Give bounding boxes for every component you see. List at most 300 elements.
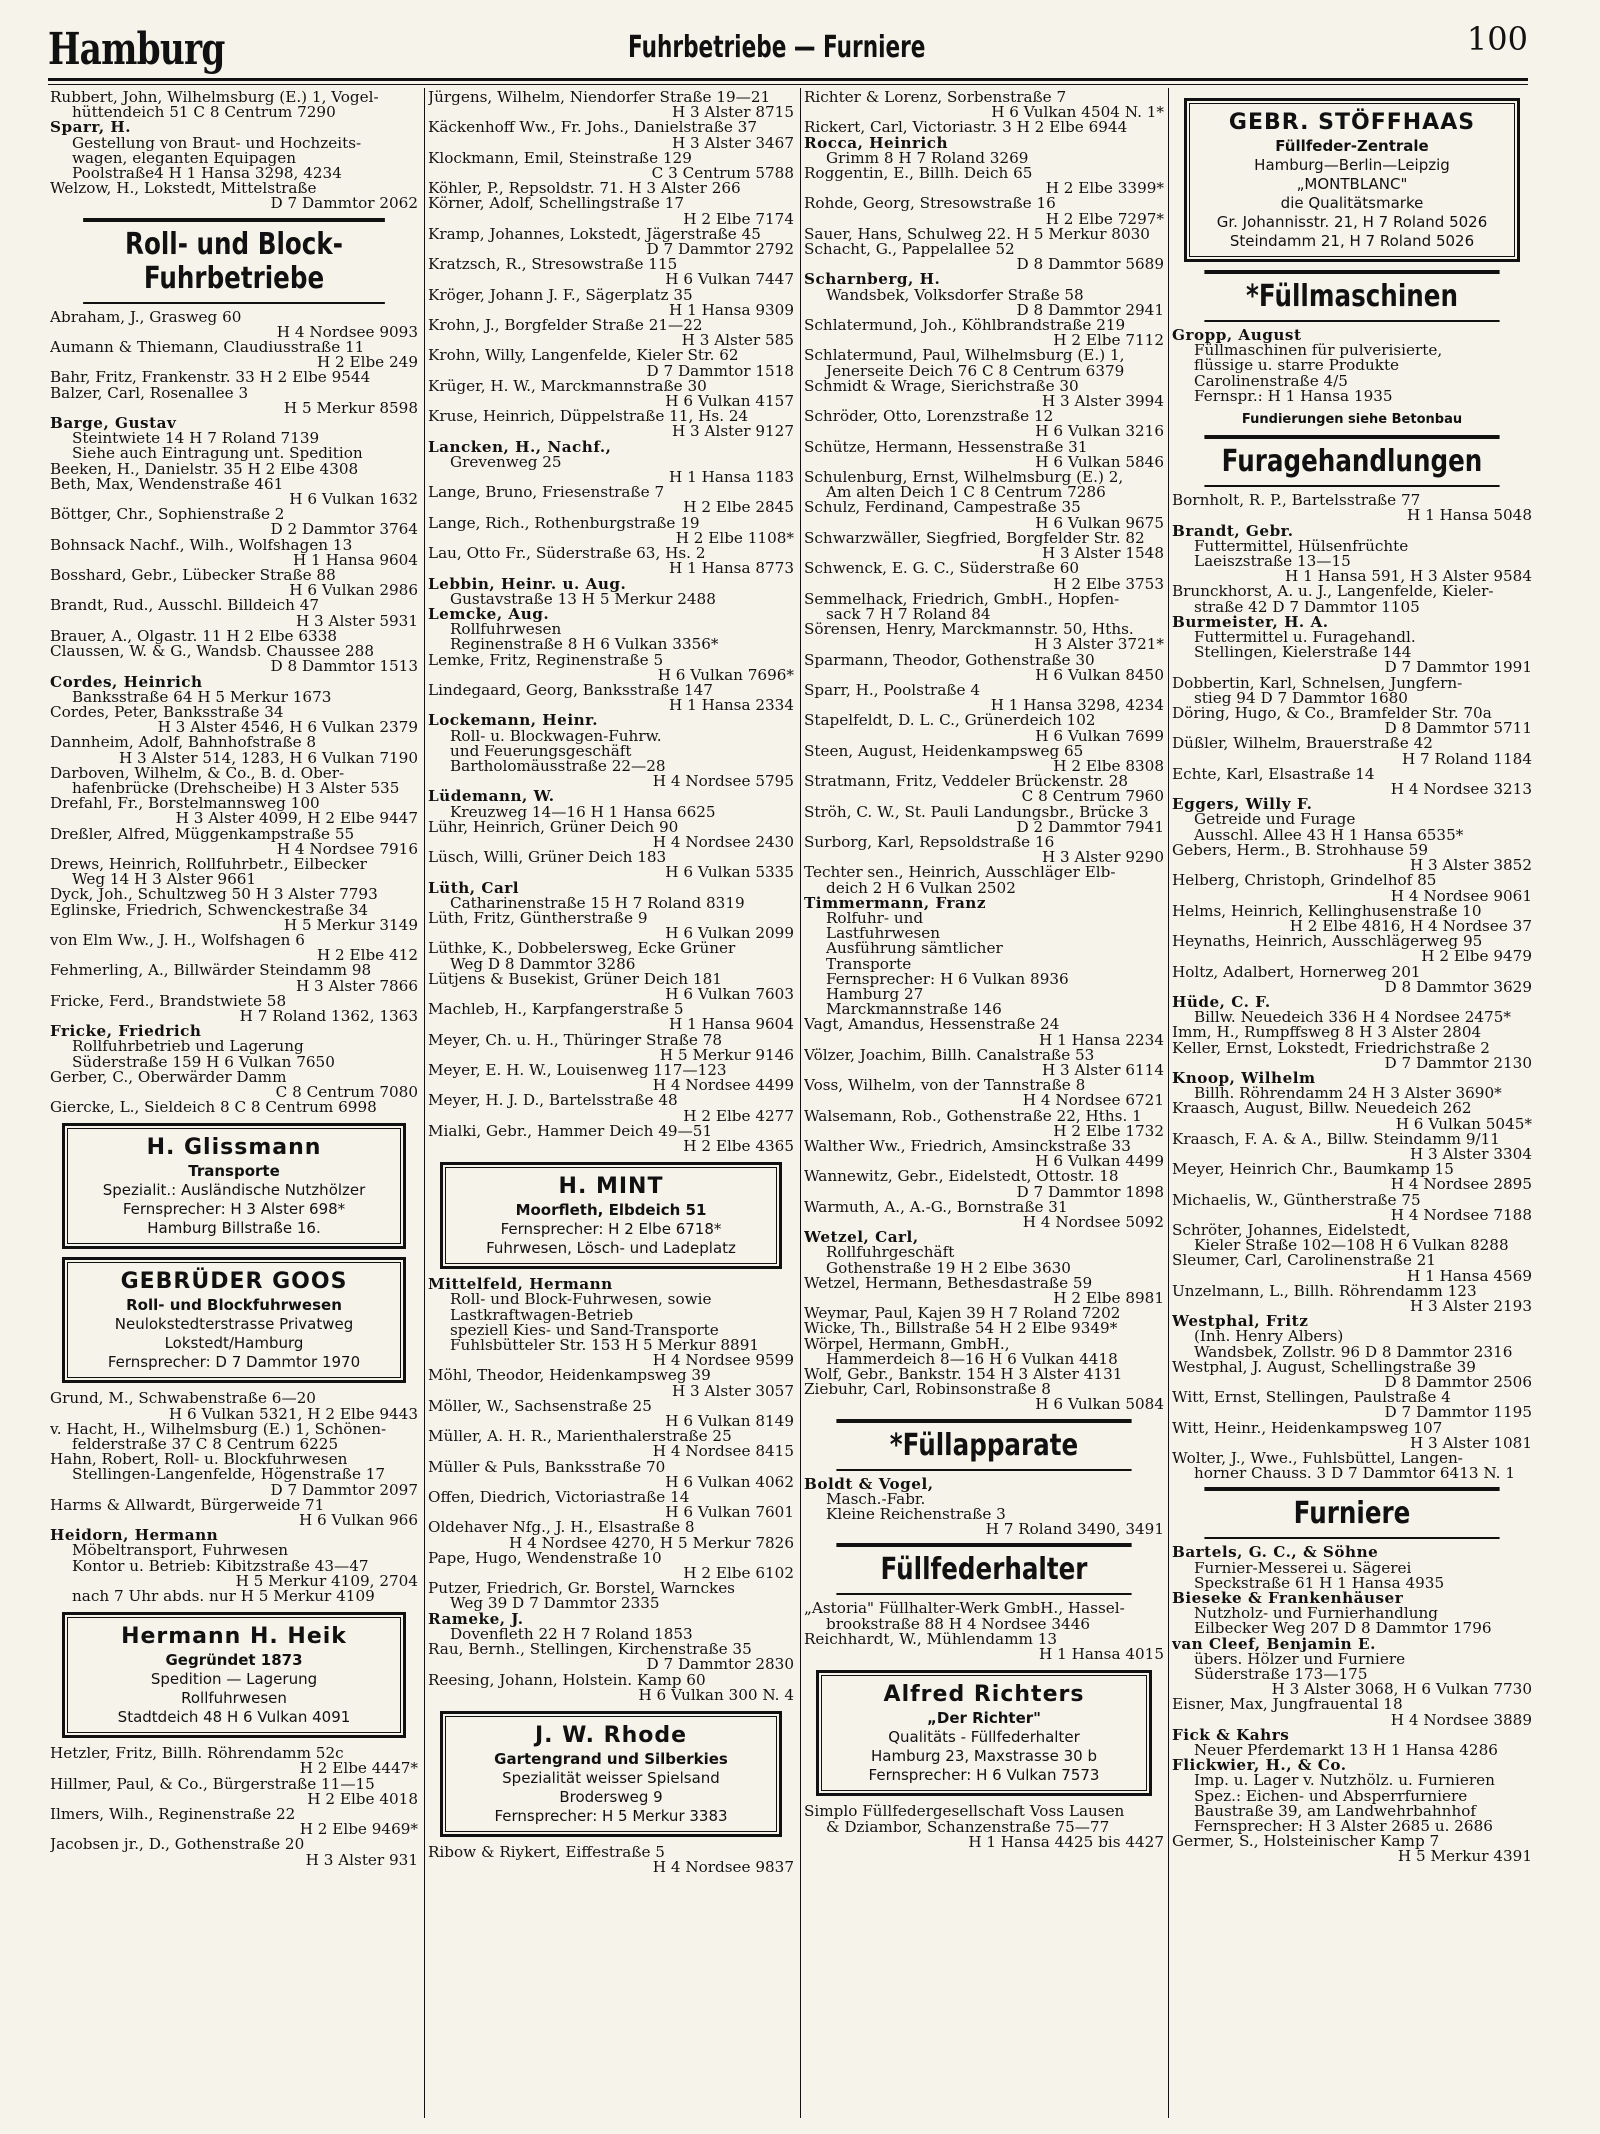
- entry-line: H 6 Vulkan 9675: [1035, 513, 1164, 532]
- entry-line: H 2 Elbe 8308: [1053, 756, 1164, 775]
- entry-line: H 7 Roland 3490, 3491: [985, 1520, 1164, 1539]
- directory-entry: [428, 1642, 794, 1672]
- entry-line: Lüth, Fritz, Güntherstraße 9: [428, 910, 648, 927]
- directory-entry: [804, 1276, 1164, 1306]
- entry-line: Hahn, Robert, Roll- u. Blockfuhrwesen: [50, 1452, 348, 1468]
- directory-entry: [1172, 1545, 1532, 1591]
- entry-line: Wandsbek, Volksdorfer Straße 58: [826, 287, 1084, 303]
- entry-line: H 6 Vulkan 5045*: [1395, 1114, 1532, 1133]
- directory-entry: [50, 1498, 418, 1528]
- entry-line: H 6 Vulkan 5335: [665, 863, 794, 882]
- advertisement-line: Spezialit.: Ausländische Nutzhölzer: [102, 1181, 366, 1200]
- advertisement-title: H. MINT: [558, 1174, 664, 1200]
- directory-entry: [50, 181, 418, 211]
- entry-line: von Elm Ww., J. H., Wolfshagen 6: [50, 932, 305, 949]
- entry-name: Hüde, C. F.: [1172, 994, 1271, 1011]
- advertisement-line: Moorfleth, Elbdeich 51: [515, 1201, 707, 1220]
- header-rule-thin: [48, 84, 1528, 85]
- directory-entry: [50, 933, 418, 963]
- entry-line: H 2 Elbe 2845: [683, 498, 794, 517]
- directory-entry: [1172, 1284, 1532, 1314]
- entry-line: Lastkraftwagen-Betrieb: [450, 1307, 634, 1323]
- directory-entry: [1172, 1132, 1532, 1162]
- entry-line: H 3 Alster 1548: [1041, 544, 1164, 563]
- entry-line: Offen, Diedrich, Victoriastraße 14: [428, 1490, 690, 1506]
- directory-entry: [1172, 1193, 1532, 1223]
- entry-line: H 4 Nordsee 2430: [652, 832, 794, 851]
- directory-entry: [804, 90, 1164, 120]
- advertisement-box: [440, 1162, 782, 1269]
- entry-line: H 4 Nordsee 8415: [652, 1442, 794, 1461]
- directory-entry: [50, 994, 418, 1024]
- entry-line: H 3 Alster 8715: [671, 103, 794, 122]
- entry-line: H 3 Alster 9127: [671, 422, 794, 441]
- entry-line: Unzelmann, L., Billh. Röhrendamm 123: [1172, 1283, 1477, 1299]
- entry-line: Sparmann, Theodor, Gothenstraße 30: [804, 652, 1095, 668]
- entry-line: Germer, S., Holsteinischer Kamp 7: [1172, 1834, 1440, 1850]
- entry-line: v. Hacht, H., Wilhelmsburg (E.) 1, Schönen-: [50, 1421, 387, 1437]
- directory-entry: [50, 462, 418, 477]
- entry-line: Banksstraße 64 H 5 Merkur 1673: [72, 689, 332, 705]
- directory-entry: [804, 166, 1164, 196]
- directory-entry: [428, 485, 794, 515]
- entry-line: Dannheim, Adolf, Bahnhofstraße 8: [50, 735, 317, 751]
- directory-entry: [50, 857, 418, 887]
- directory-entry: [428, 379, 794, 409]
- entry-line: H 6 Vulkan 4157: [665, 392, 794, 411]
- section-heading: Füllfederhalter: [836, 1543, 1131, 1595]
- directory-entry: [1172, 1253, 1532, 1283]
- entry-line: Reichhardt, W., Mühlendamm 13: [804, 1631, 1058, 1648]
- entry-line: Futtermittel, Hülsenfrüchte: [1194, 538, 1409, 555]
- directory-entry: [50, 370, 418, 385]
- entry-line: hafenbrücke (Drehscheibe) H 3 Alster 535: [72, 780, 400, 797]
- entry-line: H 4 Nordsee 5795: [652, 772, 794, 791]
- entry-line: Roggentin, E., Billh. Deich 65: [804, 166, 1033, 182]
- directory-entry: [804, 1306, 1164, 1321]
- entry-line: Düßler, Wilhelm, Brauerstraße 42: [1172, 736, 1433, 752]
- entry-line: H 3 Alster 2193: [1409, 1296, 1532, 1315]
- directory-entry: [50, 1777, 418, 1807]
- entry-line: Surborg, Karl, Repsoldstraße 16: [804, 834, 1055, 851]
- advertisement-line: die Qualitätsmarke: [1280, 194, 1424, 212]
- entry-line: Holtz, Adalbert, Hornerweg 201: [1172, 964, 1421, 980]
- entry-line: H 7 Roland 1362, 1363: [239, 1006, 418, 1025]
- entry-line: H 1 Hansa 4569: [1407, 1266, 1532, 1285]
- entry-line: Cordes, Peter, Banksstraße 34: [50, 704, 284, 721]
- directory-entry: [50, 1070, 418, 1100]
- entry-line: D 7 Dammtor 1195: [1384, 1403, 1532, 1422]
- directory-entry: [1172, 934, 1532, 964]
- entry-line: H 2 Elbe 412: [316, 946, 418, 965]
- directory-entry: [428, 789, 794, 819]
- directory-entry: [1172, 1421, 1532, 1451]
- entry-name: Lüdemann, W.: [428, 789, 555, 805]
- directory-entry: [428, 1124, 794, 1154]
- directory-entry: [50, 1528, 418, 1604]
- entry-line: Lühr, Heinrich, Grüner Deich 90: [428, 819, 679, 835]
- entry-line: Stellingen, Kielerstraße 144: [1194, 645, 1412, 661]
- entry-line: Baustraße 39, am Landwehrbahnhof: [1194, 1803, 1476, 1820]
- entry-line: H 5 Merkur 3149: [283, 915, 418, 934]
- entry-line: & Dziambor, Schanzenstraße 75—77: [826, 1819, 1110, 1835]
- entry-line: Schwarzwäller, Siegfried, Borgfelder Str. 82: [804, 530, 1145, 547]
- directory-entry: [428, 911, 794, 941]
- directory-entry: [428, 1368, 794, 1398]
- entry-line: hüttendeich 51 C 8 Centrum 7290: [72, 105, 336, 121]
- entry-line: Transporte: [826, 956, 912, 972]
- directory-entry: [804, 1048, 1164, 1078]
- entry-line: Dreßler, Alfred, Müggenkampstraße 55: [50, 826, 355, 842]
- entry-line: D 7 Dammtor 2130: [1384, 1053, 1532, 1072]
- entry-line: wagen, eleganten Equipagen: [72, 150, 297, 167]
- entry-line: H 3 Alster 3304: [1409, 1144, 1532, 1163]
- entry-line: H 6 Vulkan 3216: [1035, 422, 1164, 441]
- entry-line: Sleumer, Carl, Carolinenstraße 21: [1172, 1253, 1436, 1269]
- entry-line: Bartholomäusstraße 22—28: [450, 758, 666, 775]
- entry-line: Harms & Allwardt, Bürgerweide 71: [50, 1497, 325, 1514]
- entry-line: Rollfuhrwesen: [450, 622, 562, 638]
- entry-line: Weg D 8 Dammtor 3286: [450, 956, 636, 972]
- entry-line: H 2 Elbe 3399*: [1045, 179, 1164, 198]
- directory-entry: [50, 477, 418, 507]
- entry-line: H 3 Alster 585: [681, 331, 794, 350]
- entry-name: Boldt & Vogel,: [804, 1476, 934, 1492]
- directory-entry: [50, 903, 418, 933]
- directory-entry: [804, 1230, 1164, 1276]
- entry-line: C 8 Centrum 7960: [1021, 787, 1164, 806]
- entry-line: Ausschl. Allee 43 H 1 Hansa 6535*: [1194, 827, 1464, 843]
- directory-entry: [1172, 1162, 1532, 1192]
- directory-entry: [1172, 1223, 1532, 1253]
- directory-entry: [1172, 1637, 1532, 1698]
- entry-line: Schlatermund, Joh., Köhlbrandstraße 219: [804, 318, 1126, 334]
- entry-line: H 1 Hansa 4015: [1039, 1645, 1164, 1664]
- directory-entry: [428, 1673, 794, 1703]
- entry-line: H 3 Alster 3994: [1041, 392, 1164, 411]
- entry-line: Ausführung sämtlicher: [826, 941, 1003, 957]
- entry-line: H 5 Merkur 8598: [283, 398, 418, 417]
- entry-line: H 1 Hansa 3298, 4234: [990, 696, 1164, 715]
- entry-line: H 2 Elbe 249: [316, 353, 418, 372]
- directory-entry: [50, 887, 418, 902]
- entry-line: Aumann & Thiemann, Claudiusstraße 11: [50, 340, 365, 356]
- entry-line: H 2 Elbe 7297*: [1045, 209, 1164, 228]
- advertisement-line: Gartengrand und Silberkies: [494, 1749, 728, 1768]
- directory-entry: [50, 538, 418, 568]
- entry-line: H 2 Elbe 4447*: [299, 1759, 418, 1778]
- entry-line: H 4 Nordsee 9093: [276, 322, 418, 341]
- entry-line: Mialki, Gebr., Hammer Deich 49—51: [428, 1123, 713, 1140]
- entry-line: Schulenburg, Ernst, Wilhelmsburg (E.) 2,: [804, 470, 1124, 486]
- entry-line: H 3 Alster 4546, H 6 Vulkan 2379: [157, 718, 418, 737]
- directory-entry: [804, 1017, 1164, 1047]
- entry-line: Imp. u. Lager v. Nutzhölz. u. Furnieren: [1194, 1773, 1495, 1789]
- entry-line: Rau, Bernh., Stellingen, Kirchenstraße 35: [428, 1642, 752, 1658]
- entry-line: Schröder, Otto, Lorenzstraße 12: [804, 409, 1054, 425]
- entry-line: Echte, Karl, Elsastraße 14: [1172, 766, 1375, 783]
- entry-line: Meyer, Heinrich Chr., Baumkamp 15: [1172, 1162, 1454, 1178]
- directory-entry: [804, 1169, 1164, 1199]
- advertisement-line: Rollfuhrwesen: [181, 1689, 287, 1708]
- entry-line: H 6 Vulkan 5321, H 2 Elbe 9443: [168, 1404, 418, 1423]
- entry-line: H 3 Alster 9290: [1041, 848, 1164, 867]
- entry-line: Kröger, Johann J. F., Sägerplatz 35: [428, 287, 693, 303]
- entry-line: Fernsprecher: H 6 Vulkan 8936: [826, 971, 1069, 987]
- entry-name: Gropp, August: [1172, 328, 1302, 344]
- entry-line: H 3 Alster 4099, H 2 Elbe 9447: [175, 809, 418, 828]
- entry-line: Völzer, Joachim, Billh. Canalstraße 53: [804, 1047, 1095, 1063]
- advertisement-line: Brodersweg 9: [559, 1787, 663, 1806]
- advertisement-title: GEBR. STÖFFHAAS: [1228, 110, 1476, 135]
- directory-entry: [804, 348, 1164, 378]
- entry-line: Müller, A. H. R., Marienthalerstraße 25: [428, 1429, 732, 1445]
- entry-line: Lange, Rich., Rothenburgstraße 19: [428, 515, 700, 531]
- advertisement-line: Fuhrwesen, Lösch- und Ladeplatz: [486, 1239, 736, 1258]
- entry-line: H 6 Vulkan 8149: [665, 1412, 794, 1431]
- advertisement-line: Fernsprecher: H 6 Vulkan 7573: [868, 1766, 1100, 1785]
- entry-line: H 2 Elbe 4816, H 4 Nordsee 37: [1289, 916, 1532, 935]
- entry-line: Eilbecker Weg 207 D 8 Dammtor 1796: [1194, 1621, 1492, 1637]
- advertisement-box: [1184, 98, 1520, 262]
- advertisement-line: Neulokstedterstrasse Privatweg: [114, 1315, 354, 1334]
- entry-line: Weymar, Paul, Kajen 39 H 7 Roland 7202: [804, 1306, 1121, 1322]
- directory-entry: [50, 386, 418, 416]
- directory-column-2: [428, 90, 794, 2120]
- entry-line: Simplo Füllfedergesellschaft Voss Lausen: [804, 1804, 1125, 1820]
- directory-entry: [804, 379, 1164, 409]
- entry-name: Lemcke, Aug.: [428, 606, 550, 623]
- directory-entry: [1172, 873, 1532, 903]
- entry-line: Gustavstraße 13 H 5 Merkur 2488: [450, 591, 716, 607]
- entry-line: H 1 Hansa 4425 bis 4427: [968, 1832, 1164, 1851]
- entry-line: Witt, Ernst, Stellingen, Paulstraße 4: [1172, 1390, 1451, 1406]
- entry-line: Witt, Heinr., Heidenkampsweg 107: [1172, 1420, 1443, 1436]
- entry-line: H 1 Hansa 8773: [669, 559, 794, 578]
- directory-entry: [428, 1551, 794, 1581]
- directory-entry: [804, 653, 1164, 683]
- directory-entry: [804, 622, 1164, 652]
- entry-line: H 2 Elbe 6102: [683, 1564, 794, 1583]
- directory-entry: [50, 507, 418, 537]
- entry-line: Kramp, Johannes, Lokstedt, Jägerstraße 45: [428, 226, 761, 243]
- entry-line: H 6 Vulkan 7699: [1035, 726, 1164, 745]
- entry-line: Beth, Max, Wendenstraße 461: [50, 476, 284, 493]
- entry-name: Flickwier, H., & Co.: [1172, 1758, 1347, 1774]
- entry-line: Hamburg 27: [826, 986, 924, 1003]
- entry-line: Grund, M., Schwabenstraße 6—20: [50, 1391, 316, 1407]
- entry-name: Rameke, J.: [428, 1611, 524, 1627]
- advertisement-line: Roll- und Blockfuhrwesen: [126, 1296, 342, 1315]
- directory-entry: [428, 972, 794, 1002]
- entry-line: H 2 Elbe 1108*: [675, 528, 794, 547]
- entry-line: C 3 Centrum 5788: [651, 164, 794, 183]
- entry-line: H 2 Elbe 9479: [1421, 947, 1532, 966]
- entry-line: Möbeltransport, Fuhrwesen: [72, 1543, 289, 1559]
- directory-entry: [804, 1367, 1164, 1382]
- entry-line: Grimm 8 H 7 Roland 3269: [826, 150, 1029, 167]
- entry-line: Schlatermund, Paul, Wilhelmsburg (E.) 1,: [804, 348, 1125, 364]
- advertisement-box: [62, 1257, 406, 1383]
- advertisement-box: [62, 1123, 406, 1249]
- directory-entry: [428, 227, 794, 257]
- entry-line: Oldehaver Nfg., J. H., Elsastraße 8: [428, 1520, 695, 1536]
- advertisement-line: Lokstedt/Hamburg: [164, 1334, 304, 1353]
- directory-entry: [50, 1422, 418, 1452]
- directory-entry: [50, 675, 418, 705]
- directory-entry: [804, 409, 1164, 439]
- entry-line: Wolter, J., Wwe., Fuhlsbüttel, Langen-: [1172, 1451, 1463, 1467]
- entry-line: Körner, Adolf, Schellingstraße 17: [428, 196, 685, 212]
- entry-line: Meyer, H. J. D., Bartelsstraße 48: [428, 1093, 678, 1109]
- entry-line: Möhl, Theodor, Heidenkampsweg 39: [428, 1368, 711, 1384]
- entry-line: übers. Hölzer und Furniere: [1194, 1651, 1406, 1668]
- entry-line: H 4 Nordsee 3213: [1390, 780, 1532, 799]
- entry-line: Kratzsch, R., Stresowstraße 115: [428, 257, 678, 273]
- entry-name: Lebbin, Heinr. u. Aug.: [428, 576, 627, 592]
- entry-line: H 4 Nordsee 9599: [652, 1351, 794, 1370]
- entry-line: H 6 Vulkan 4499: [1035, 1152, 1164, 1171]
- entry-line: Klockmann, Emil, Steinstraße 129: [428, 150, 692, 167]
- column-divider: [1168, 88, 1169, 2118]
- entry-line: H 3 Alster 514, 1283, H 6 Vulkan 7190: [118, 748, 418, 767]
- advertisement-box: [816, 1670, 1152, 1796]
- advertisement-line: „MONTBLANC": [1296, 175, 1408, 193]
- entry-line: Gestellung von Braut- und Hochzeits-: [72, 135, 362, 151]
- entry-line: Schröter, Johannes, Eidelstedt,: [1172, 1222, 1411, 1239]
- entry-line: Am alten Deich 1 C 8 Centrum 7286: [826, 485, 1106, 501]
- entry-name: Scharnberg, H.: [804, 272, 941, 288]
- directory-entry: [804, 227, 1164, 242]
- entry-line: Gerber, C., Oberwärder Damm: [50, 1069, 287, 1085]
- entry-line: D 7 Dammtor 1898: [1016, 1182, 1164, 1201]
- directory-entry: [804, 1632, 1164, 1662]
- directory-entry: [1172, 1758, 1532, 1834]
- entry-line: H 6 Vulkan 1632: [289, 490, 418, 509]
- directory-entry: [1172, 1101, 1532, 1131]
- entry-name: Barge, Gustav: [50, 416, 177, 432]
- directory-entry: [428, 516, 794, 546]
- entry-line: Kontor u. Betrieb: Kibitzstraße 43—47: [72, 1558, 369, 1574]
- entry-line: Wandsbek, Zollstr. 96 D 8 Dammtor 2316: [1194, 1344, 1513, 1360]
- directory-entry: [50, 1024, 418, 1070]
- entry-line: Neuer Pferdemarkt 13 H 1 Hansa 4286: [1194, 1743, 1498, 1759]
- entry-line: H 2 Elbe 7112: [1053, 331, 1164, 350]
- entry-line: Billw. Neuedeich 336 H 4 Nordsee 2475*: [1194, 1010, 1511, 1026]
- entry-line: D 2 Dammtor 3764: [270, 520, 418, 539]
- directory-entry: [50, 766, 418, 796]
- advertisement-line: Stadtdeich 48 H 6 Vulkan 4091: [117, 1708, 351, 1727]
- directory-entry: [428, 850, 794, 880]
- directory-entry: [804, 531, 1164, 561]
- entry-line: Meyer, Ch. u. H., Thüringer Straße 78: [428, 1032, 723, 1048]
- entry-line: H 3 Alster 3068, H 6 Vulkan 7730: [1271, 1680, 1532, 1699]
- directory-entry: [1172, 1834, 1532, 1864]
- entry-line: Carolinenstraße 4/5: [1194, 373, 1348, 389]
- entry-name: van Cleef, Benjamin E.: [1172, 1636, 1376, 1652]
- directory-entry: [804, 120, 1164, 135]
- directory-entry: [50, 644, 418, 674]
- entry-name: Bieseke & Frankenhäuser: [1172, 1591, 1404, 1607]
- entry-line: Pape, Hugo, Wendenstraße 10: [428, 1550, 662, 1567]
- entry-line: Helms, Heinrich, Kellinghusenstraße 10: [1172, 903, 1482, 919]
- entry-line: Schulz, Ferdinand, Campestraße 35: [804, 500, 1081, 516]
- advertisement-line: Fernsprecher: H 2 Elbe 6718*: [500, 1220, 722, 1239]
- advertisement-line: Fernsprecher: H 5 Merkur 3383: [494, 1806, 728, 1825]
- entry-line: H 2 Elbe 7174: [683, 209, 794, 228]
- entry-line: Meyer, E. H. W., Louisenweg 117—123: [428, 1063, 727, 1079]
- advertisement-line: Füllfeder-Zentrale: [1275, 137, 1429, 155]
- directory-column-1: [50, 90, 418, 2120]
- entry-line: Drews, Heinrich, Rollfuhrbetr., Eilbecker: [50, 856, 367, 873]
- entry-line: Jürgens, Wilhelm, Niendorfer Straße 19—21: [428, 90, 771, 106]
- entry-line: H 4 Nordsee 5092: [1022, 1213, 1164, 1232]
- entry-line: Kleine Reichenstraße 3: [826, 1507, 1006, 1523]
- entry-line: Jenerseite Deich 76 C 8 Centrum 6379: [826, 363, 1125, 379]
- directory-entry: [50, 1837, 418, 1867]
- directory-entry: [1172, 995, 1532, 1025]
- advertisement-title: H. Glissmann: [146, 1135, 322, 1161]
- entry-name: Timmermann, Franz: [804, 895, 986, 911]
- entry-line: Rohde, Georg, Stresowstraße 16: [804, 196, 1056, 212]
- directory-entry: [804, 1804, 1164, 1850]
- entry-line: D 7 Dammtor 1991: [1384, 658, 1532, 677]
- entry-line: Giercke, L., Sieldeich 8 C 8 Centrum 6998: [50, 1100, 377, 1116]
- directory-entry: [1172, 797, 1532, 843]
- directory-entry: [428, 1845, 794, 1875]
- advertisement-line: Hamburg 23, Maxstrasse 30 b: [871, 1747, 1097, 1766]
- directory-entry: [1172, 1071, 1532, 1101]
- entry-line: H 6 Vulkan 2986: [289, 581, 418, 600]
- entry-line: Fernspr.: H 1 Hansa 1935: [1194, 388, 1393, 405]
- entry-line: Fuhlsbütteler Str. 153 H 5 Merkur 8891: [450, 1338, 760, 1354]
- entry-line: H 2 Elbe 4365: [683, 1137, 794, 1156]
- entry-line: Warmuth, A., A.-G., Bornstraße 31: [804, 1199, 1068, 1216]
- entry-line: Speckstraße 61 H 1 Hansa 4935: [1194, 1575, 1445, 1592]
- entry-line: deich 2 H 6 Vulkan 2502: [826, 880, 1016, 896]
- directory-entry: [428, 1490, 794, 1520]
- entry-line: Hillmer, Paul, & Co., Bürgerstraße 11—15: [50, 1776, 375, 1792]
- directory-entry: [804, 440, 1164, 470]
- section-heading: Furagehandlungen: [1204, 435, 1499, 487]
- entry-line: Roll- u. Blockwagen-Fuhrw.: [450, 728, 662, 744]
- directory-entry: [1172, 767, 1532, 797]
- directory-entry: [428, 1460, 794, 1490]
- advertisement-box: [62, 1612, 406, 1738]
- entry-line: Machleb, H., Karpfangerstraße 5: [428, 1002, 684, 1018]
- entry-name: Fick & Kahrs: [1172, 1727, 1290, 1744]
- entry-line: Hetzler, Fritz, Billh. Röhrendamm 52c: [50, 1746, 344, 1762]
- entry-line: Weg 39 D 7 Dammtor 2335: [450, 1596, 660, 1612]
- entry-line: Schütze, Hermann, Hessenstraße 31: [804, 439, 1088, 455]
- directory-entry: [804, 136, 1164, 166]
- entry-line: Schmidt & Wrage, Sierichstraße 30: [804, 378, 1079, 395]
- entry-line: H 6 Vulkan 7603: [665, 984, 794, 1003]
- entry-line: H 3 Alster 931: [305, 1850, 418, 1869]
- directory-entry: [50, 416, 418, 462]
- directory-column-4: [1172, 90, 1532, 2120]
- entry-line: Eisner, Max, Jungfrauental 18: [1172, 1697, 1403, 1713]
- advertisement-line: Hamburg—Berlin—Leipzig: [1254, 156, 1450, 174]
- entry-name: Wetzel, Carl,: [804, 1230, 919, 1246]
- entry-line: H 3 Alster 5931: [295, 611, 418, 630]
- entry-line: Sörensen, Henry, Marckmannstr. 50, Hths.: [804, 622, 1134, 638]
- entry-line: Wolf, Gebr., Bankstr. 154 H 3 Alster 4131: [804, 1367, 1123, 1383]
- entry-line: Brauer, A., Olgastr. 11 H 2 Elbe 6338: [50, 628, 338, 645]
- directory-entry: [50, 1100, 418, 1115]
- directory-entry: [428, 1399, 794, 1429]
- directory-entry: [50, 120, 418, 181]
